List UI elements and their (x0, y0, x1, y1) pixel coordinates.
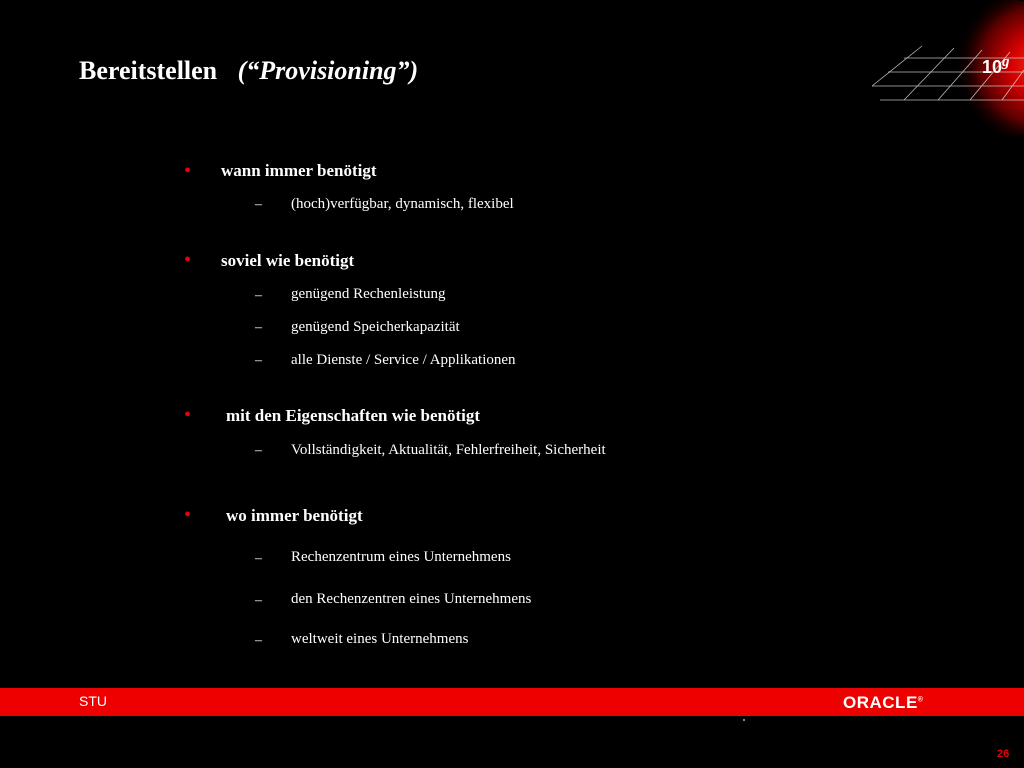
footer-label: STU (79, 693, 107, 709)
page-title (79, 56, 418, 86)
title-main: Bereitstellen (79, 56, 218, 85)
section-heading-2: soviel wie benötigt (221, 251, 355, 270)
oracle-logo: ORACLE® (843, 693, 924, 712)
section-4-item-1: Rechenzentrum eines Unternehmens (291, 549, 511, 565)
section-2-item-1: genügend Rechenleistung (291, 286, 446, 302)
dash-icon: – (255, 443, 262, 458)
section-4-item-3: weltweit eines Unternehmens (291, 631, 469, 647)
section-heading-4: wo immer benötigt (226, 506, 363, 525)
section-2-item-2: genügend Speicherkapazität (291, 319, 460, 335)
dash-icon: – (255, 353, 262, 368)
bullet-dot-icon: • (184, 504, 192, 526)
dash-icon: – (255, 320, 262, 335)
section-2-item-3: alle Dienste / Service / Applikationen (291, 352, 516, 368)
dash-icon: – (255, 593, 262, 608)
logo-10g-text: 10$^g$ (982, 54, 1010, 77)
dash-icon: – (255, 551, 262, 566)
decorative-dot (743, 719, 745, 721)
dash-icon: – (255, 197, 262, 212)
section-heading-1: wann immer benötigt (221, 161, 377, 180)
section-1-item-1: (hoch)verfügbar, dynamisch, flexibel (291, 196, 514, 212)
bullet-dot-icon: • (184, 249, 192, 271)
title-subtitle: (“Provisioning”) (237, 56, 419, 85)
section-heading-3: mit den Eigenschaften wie benötigt (226, 406, 481, 425)
dash-icon: – (255, 288, 262, 303)
bullet-dot-icon: • (184, 160, 192, 182)
bullet-dot-icon: • (184, 404, 192, 426)
dash-icon: – (255, 633, 262, 648)
section-4-item-2: den Rechenzentren eines Unternehmens (291, 591, 532, 607)
section-3-item-1: Vollständigkeit, Aktualität, Fehlerfreiheit, Sicherheit (291, 442, 606, 458)
page-number: 26 (997, 748, 1010, 760)
